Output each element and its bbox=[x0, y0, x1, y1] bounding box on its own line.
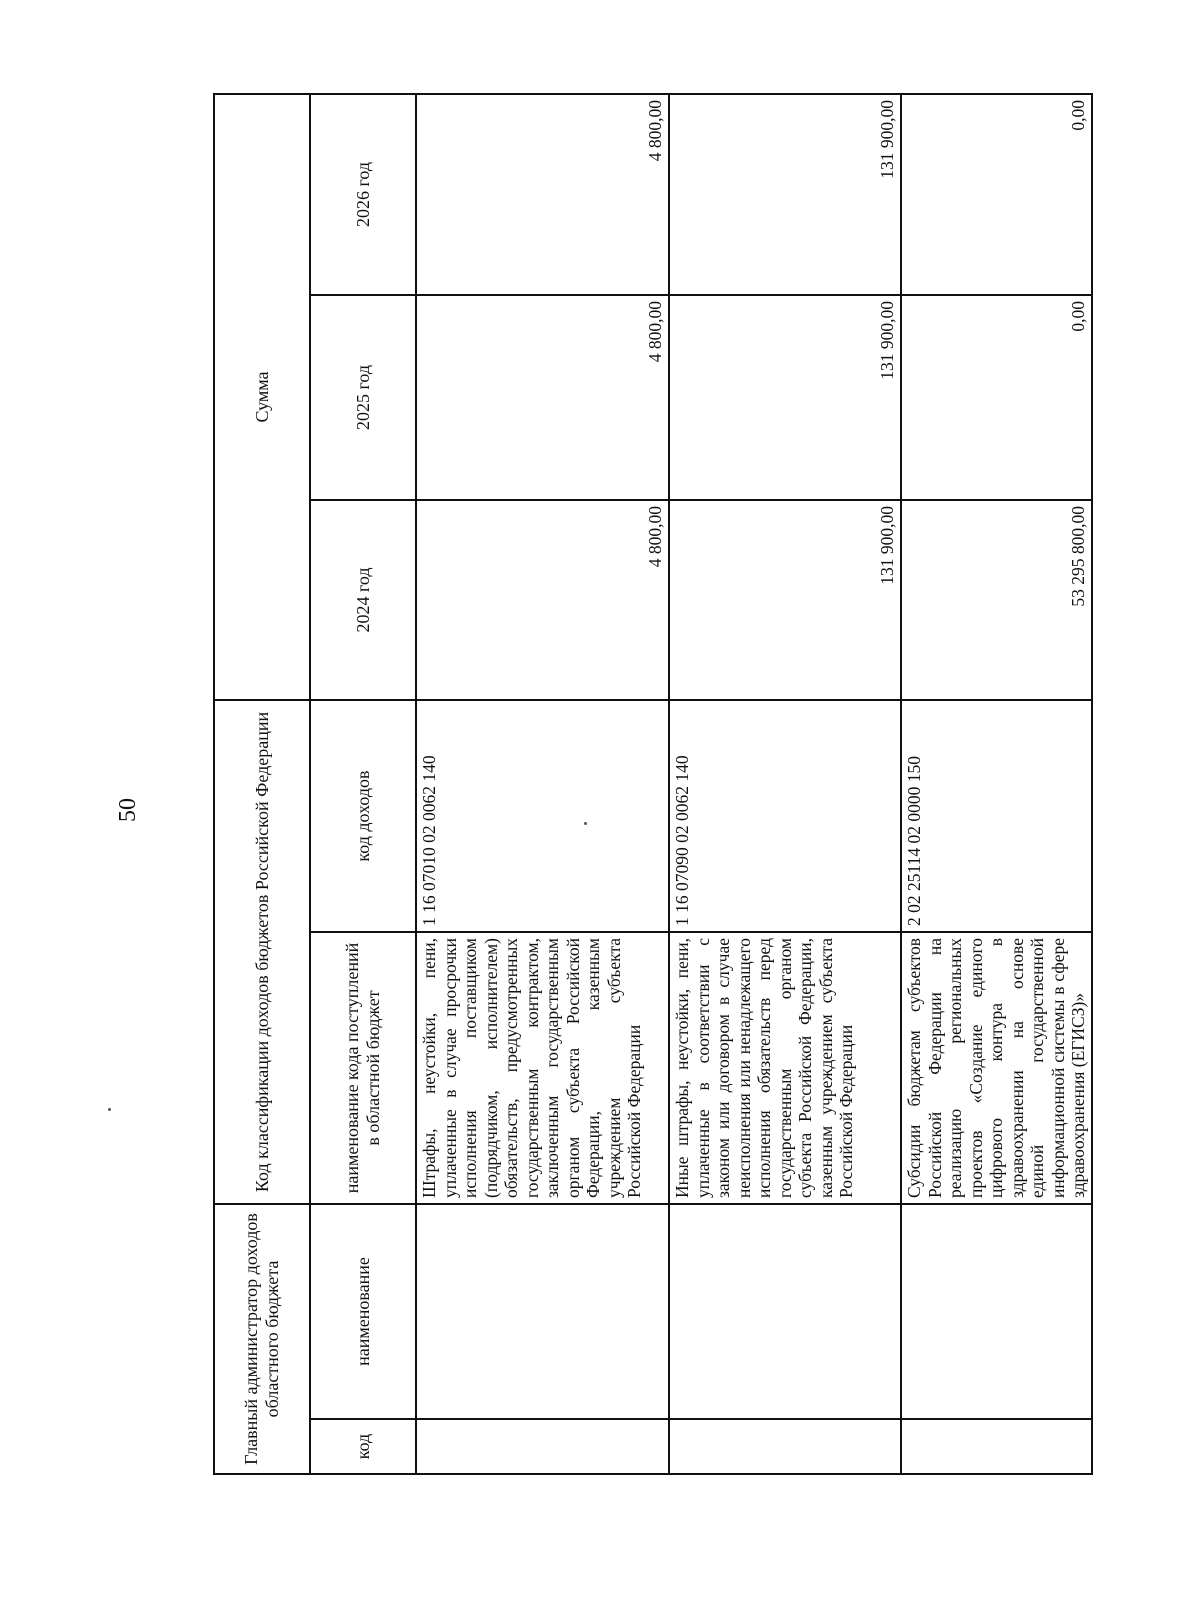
rotated-page bbox=[213, 95, 1088, 1475]
income-name-cell: Субсидии бюджетам субъектов Российской Федерации на реализацию региональных проектов «Создание единого цифрового контура в здравоохранении на основе единой государственной информационной системы в сфере здравоохранения (ЕГИСЗ)» bbox=[901, 932, 1092, 1204]
header-year-2026: 2026 год bbox=[310, 94, 416, 295]
header-admin-group: Главный администратор доходов областного бюджета bbox=[214, 1204, 310, 1474]
sum-2024-cell: 53 295 800,00 bbox=[901, 500, 1092, 700]
sum-2026-cell: 131 900,00 bbox=[669, 94, 901, 295]
income-code-cell: 2 02 25114 02 0000 150 bbox=[901, 700, 1092, 932]
income-code-cell: 1 16 07010 02 0062 140 bbox=[416, 700, 669, 932]
sum-2024-cell: 4 800,00 bbox=[416, 500, 669, 700]
page-number: 50 bbox=[115, 798, 141, 822]
admin-code-cell bbox=[901, 1419, 1092, 1474]
admin-name-cell bbox=[901, 1204, 1092, 1419]
admin-code-cell bbox=[416, 1419, 669, 1474]
table-row bbox=[669, 94, 901, 1474]
sum-2024-cell: 131 900,00 bbox=[669, 500, 901, 700]
header-income-name: наименование кода поступлений в областной бюджет bbox=[310, 932, 416, 1204]
header-admin-code: код bbox=[310, 1419, 416, 1474]
rotated-table-wrapper bbox=[213, 95, 1088, 1475]
header-year-2025: 2025 год bbox=[310, 295, 416, 500]
header-income-code: код доходов bbox=[310, 700, 416, 932]
sum-2025-cell: 0,00 bbox=[901, 295, 1092, 500]
sum-2026-cell: 4 800,00 bbox=[416, 94, 669, 295]
income-code-cell: 1 16 07090 02 0062 140 bbox=[669, 700, 901, 932]
admin-name-cell bbox=[416, 1204, 669, 1419]
income-table bbox=[213, 93, 1093, 1475]
header-sum-group: Сумма bbox=[214, 94, 310, 700]
table-row bbox=[901, 94, 1092, 1474]
header-classification-group: Код классификации доходов бюджетов Российской Федерации bbox=[214, 700, 310, 1204]
header-year-2024: 2024 год bbox=[310, 500, 416, 700]
admin-name-cell bbox=[669, 1204, 901, 1419]
income-name-cell: Штрафы, неустойки, пени, уплаченные в случае просрочки исполнения поставщиком (подрядчиком, исполнителем) обязательств, предусмотренных государственным контрактом, заключенным государственным органом субъекта Российской Федерации, казенным учреждением субъекта Российской Федерации bbox=[416, 932, 669, 1204]
header-admin-name: наименование bbox=[310, 1204, 416, 1419]
scan-speck bbox=[108, 1108, 111, 1111]
table-row bbox=[416, 94, 669, 1474]
income-name-cell: Иные штрафы, неустойки, пени, уплаченные в соответствии с законом или договором в случае неисполнения или ненадлежащего исполнения обязательств перед государственным органом субъекта Российской Федерации, казенным учреждением субъекта Российской Федерации bbox=[669, 932, 901, 1204]
sum-2025-cell: 131 900,00 bbox=[669, 295, 901, 500]
sum-2026-cell: 0,00 bbox=[901, 94, 1092, 295]
sum-2025-cell: 4 800,00 bbox=[416, 295, 669, 500]
admin-code-cell bbox=[669, 1419, 901, 1474]
